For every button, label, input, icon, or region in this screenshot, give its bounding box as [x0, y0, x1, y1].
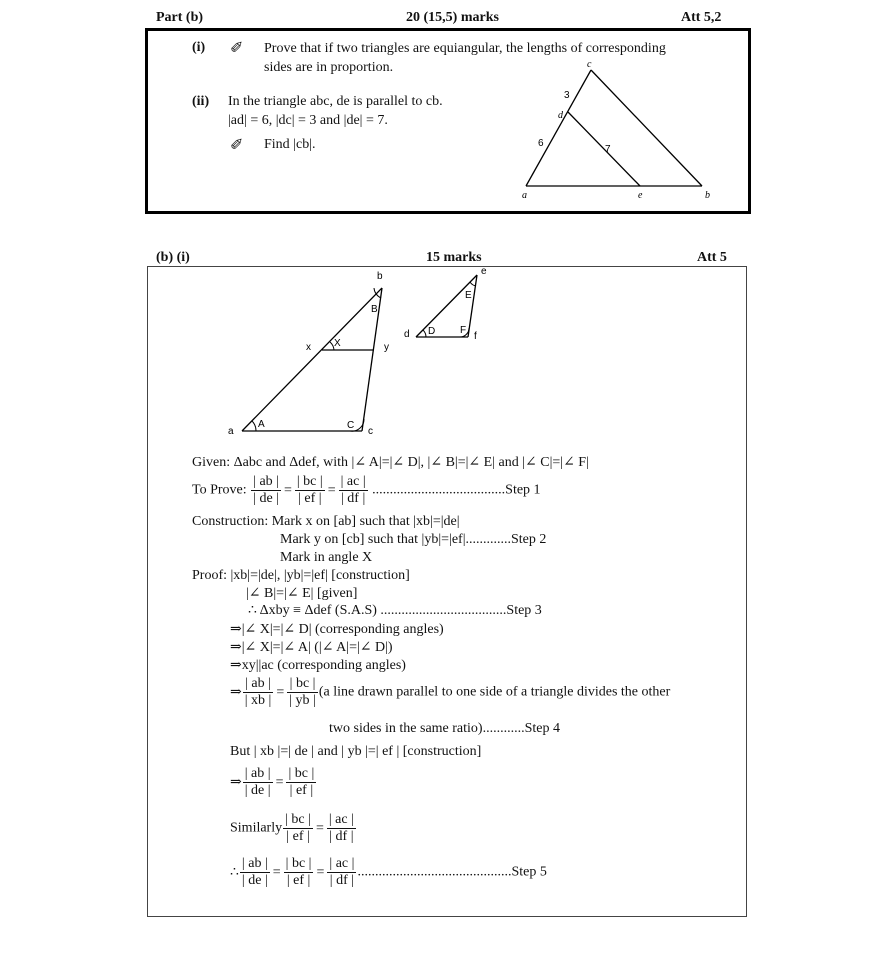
- implies-arrow: ⇒: [230, 685, 242, 700]
- point-e-label: e: [638, 190, 643, 201]
- angle-F-label: F: [460, 325, 467, 336]
- pen-icon: ✐: [230, 137, 244, 154]
- fraction-bc-yb: $\frac{| bc |}{| yb |}$: [289, 676, 316, 708]
- length-ad-label: 6: [538, 138, 544, 149]
- attempt-label: Att 5,2: [681, 10, 722, 25]
- side-de: [416, 275, 477, 337]
- fraction-ac-df: $\frac{| ac |}{| df |}$: [328, 812, 354, 844]
- step-4-text-1: (a line drawn parallel to one side of a triangle divides the other: [318, 684, 671, 700]
- question-ii-label: (ii): [192, 94, 210, 109]
- question-ii-text-3: Find |cb|.: [264, 137, 316, 152]
- construction-line-1: Construction: Mark x on [ab] such that |xb|=|de|: [192, 514, 460, 529]
- vertex-b-label: b: [377, 271, 383, 282]
- length-dc-label: 3: [564, 90, 570, 101]
- segment-de: [568, 112, 640, 186]
- question-ii-text-1: In the triangle abc, de is parallel to cb.: [228, 94, 443, 109]
- equals-sign: =: [275, 774, 284, 790]
- but-line: But | xb |=| de | and | yb |=| ef | [construction]: [230, 744, 482, 759]
- step-1-marker: ......................................Step 1: [372, 482, 541, 498]
- vertex-a-label: a: [228, 426, 234, 437]
- vertex-f-label: f: [474, 331, 477, 342]
- point-d-label: d: [558, 110, 563, 121]
- given-line: Given: Δabc and Δdef, with |∠ A|=|∠ D|, |∠ B|=|∠ E| and |∠ C|=|∠ F|: [192, 455, 589, 470]
- point-y-label: y: [384, 342, 389, 353]
- fraction-ac-df: $\frac{| ac |}{| df |}$: [329, 856, 355, 888]
- fraction-ab-de: $\frac{| ab |}{| de |}$: [244, 766, 271, 798]
- step-4-line: [230, 676, 670, 709]
- length-de-label: 7: [605, 144, 611, 155]
- vertex-a-label: a: [522, 190, 527, 201]
- angle-X-label: X: [334, 338, 341, 349]
- step-4-text-2: two sides in the same ratio)............Step 4: [329, 721, 560, 736]
- proof-line-4: ⇒|∠ X|=|∠ D| (corresponding angles): [230, 622, 444, 637]
- angle-B-label: B: [371, 304, 378, 315]
- question-i-label: (i): [192, 40, 206, 55]
- angle-A-arc: [252, 421, 256, 431]
- solution-part-label: (b) (i): [156, 250, 190, 265]
- solution-marks-label: 15 marks: [426, 250, 482, 265]
- pen-icon: ✐: [230, 40, 244, 57]
- fraction-bc-ef: $\frac{| bc |}{| ef |}$: [288, 766, 315, 798]
- vertex-b-label: b: [705, 190, 710, 201]
- angle-A-label: A: [258, 419, 265, 430]
- proof-line-1: Proof: |xb|=|de|, |yb|=|ef| [construction]: [192, 568, 410, 583]
- to-prove-label: To Prove:: [192, 482, 247, 498]
- similarly-line: [230, 812, 357, 845]
- fraction-bc-ef: $\frac{| bc |}{| ef |}$: [285, 856, 312, 888]
- therefore-symbol: ∴: [230, 865, 239, 880]
- angle-C-label: C: [347, 420, 355, 431]
- but-fraction-line: [230, 766, 317, 799]
- equiangular-triangles-diagram: [220, 264, 510, 444]
- proof-line-2: |∠ B|=|∠ E| [given]: [246, 586, 358, 601]
- to-prove-line: [192, 474, 541, 507]
- side-cb: [591, 70, 702, 186]
- vertex-c-label: c: [368, 426, 373, 437]
- equals-sign: =: [276, 684, 285, 700]
- equals-sign: =: [327, 482, 336, 498]
- point-x-label: x: [306, 342, 311, 353]
- vertex-d-label: d: [404, 329, 410, 340]
- question-i-text-2: sides are in proportion.: [264, 60, 394, 75]
- angle-D-label: D: [428, 326, 436, 337]
- conclusion-line: [230, 856, 547, 889]
- proof-line-5: ⇒|∠ X|=|∠ A| (|∠ A|=|∠ D|): [230, 640, 393, 655]
- fraction-ac-df: $\frac{| ac |}{| df |}$: [340, 474, 366, 506]
- question-ii-text-2: |ad| = 6, |dc| = 3 and |de| = 7.: [228, 113, 388, 128]
- angle-D-arc: [423, 330, 426, 337]
- solution-attempt-label: Att 5: [697, 250, 727, 265]
- equals-sign: =: [315, 820, 324, 836]
- fraction-bc-ef: $\frac{| bc |}{| ef |}$: [296, 474, 323, 506]
- proof-line-6: ⇒xy||ac (corresponding angles): [230, 658, 406, 673]
- fraction-ab-de: $\frac{| ab |}{| de |}$: [253, 474, 279, 506]
- implies-arrow: ⇒: [230, 775, 242, 790]
- marks-label: 20 (15,5) marks: [406, 10, 499, 25]
- step-5-marker: ............................................Step 5: [357, 864, 547, 880]
- triangle-abc-diagram: [510, 56, 730, 206]
- fraction-ab-xb: $\frac{| ab |}{| xb |}$: [244, 676, 272, 708]
- equals-sign: =: [272, 864, 281, 880]
- vertex-c-label: c: [587, 59, 592, 70]
- part-label: Part (b): [156, 10, 204, 25]
- proof-line-3: ∴ Δxby ≡ Δdef (S.A.S) ....................................Step 3: [248, 603, 542, 618]
- construction-line-2: Mark y on [cb] such that |yb|=|ef|.............Step 2: [280, 532, 547, 547]
- similarly-label: Similarly: [230, 820, 283, 836]
- fraction-ab-de: $\frac{| ab |}{| de |}$: [241, 856, 268, 888]
- construction-line-3: Mark in angle X: [280, 550, 373, 565]
- side-ab: [242, 288, 382, 431]
- equals-sign: =: [316, 864, 325, 880]
- vertex-e-label: e: [481, 266, 487, 277]
- equals-sign: =: [283, 482, 292, 498]
- angle-E-label: E: [465, 290, 472, 301]
- fraction-bc-ef: $\frac{| bc |}{| ef |}$: [285, 812, 311, 844]
- side-ac: [526, 70, 591, 186]
- question-i-text-1: Prove that if two triangles are equiangular, the lengths of corresponding: [264, 41, 666, 56]
